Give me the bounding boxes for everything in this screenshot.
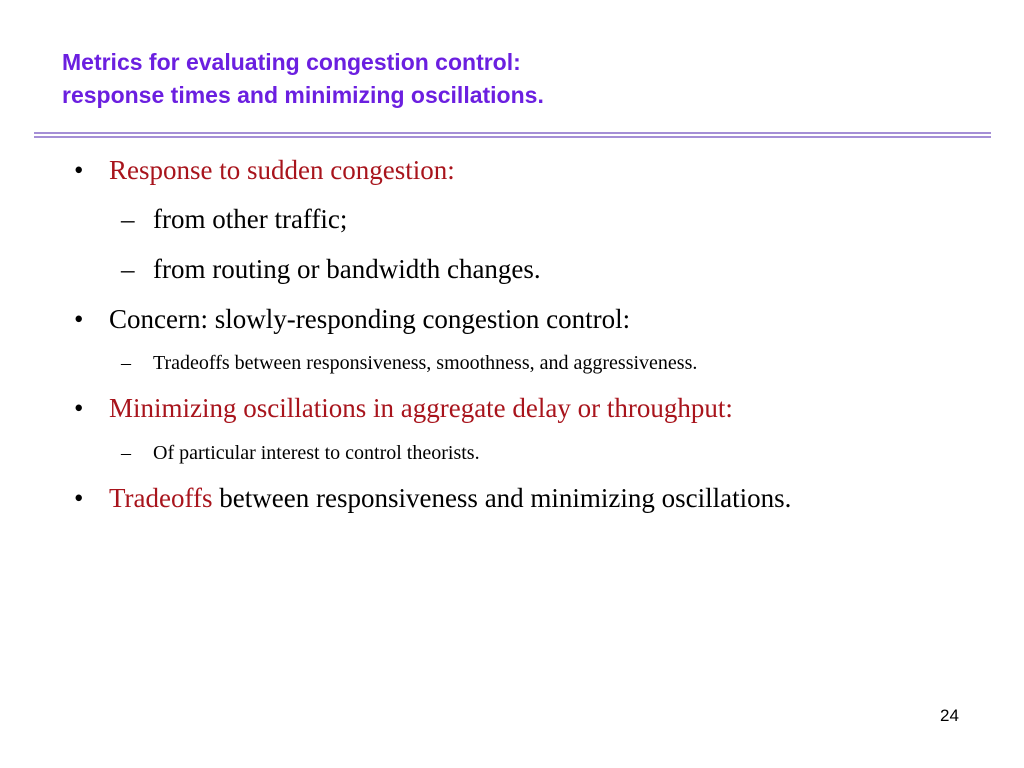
sub-bullet-marker: – [121,352,131,374]
bullet-concern-slow-response: Concern: slowly-responding congestion control: [109,304,631,334]
bullet-marker: • [74,393,84,423]
sub-bullet-marker: – [121,442,131,464]
slide-title-line-1: Metrics for evaluating congestion control: [62,49,521,75]
sub-bullet-tradeoffs-responsiveness: Tradeoffs between responsiveness, smoothness, and aggressiveness. [153,352,698,374]
bullet-tradeoffs-rest: between responsiveness and minimizing oscillations. [212,483,792,513]
sub-bullet-marker: – [121,254,135,284]
slide-title-line-2: response times and minimizing oscillations. [62,82,544,108]
bullet-tradeoffs-highlight: Tradeoffs [109,483,213,513]
bullet-marker: • [74,304,84,334]
bullet-marker: • [74,483,84,513]
sub-bullet-other-traffic: from other traffic; [153,204,348,234]
bullet-marker: • [74,155,84,185]
sub-bullet-marker: – [121,204,135,234]
bullet-response-sudden-congestion: Response to sudden congestion: [109,155,455,185]
sub-bullet-routing-bandwidth: from routing or bandwidth changes. [153,254,541,284]
page-number: 24 [940,706,959,725]
bullet-minimizing-oscillations: Minimizing oscillations in aggregate delay or throughput: [109,393,733,423]
sub-bullet-control-theorists: Of particular interest to control theorists. [153,442,480,464]
bullet-tradeoffs-oscillations [109,483,791,514]
